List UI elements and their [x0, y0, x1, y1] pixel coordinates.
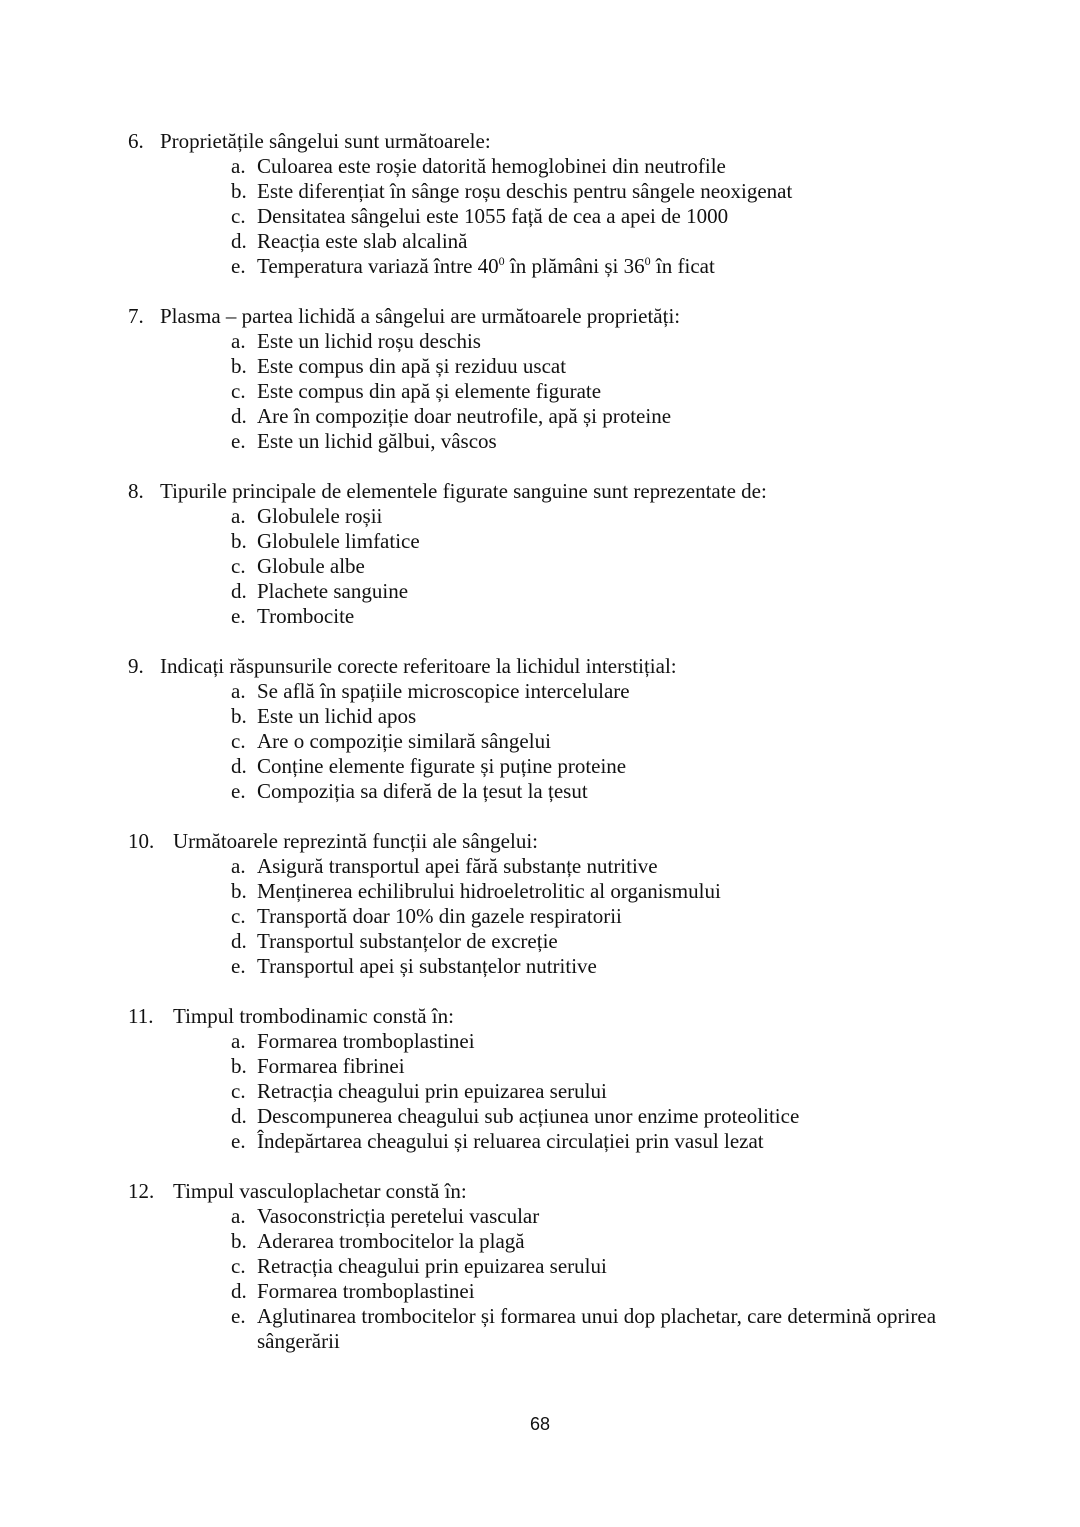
option-text: Aderarea trombocitelor la plagă [257, 1229, 525, 1253]
question-text: Tipurile principale de elementele figurate sanguine sunt reprezentate de: [160, 479, 767, 503]
option-text: Transportă doar 10% din gazele respiratorii [257, 904, 622, 928]
option-text: Culoarea este roșie datorită hemoglobinei din neutrofile [257, 154, 726, 178]
option-text: Este diferențiat în sânge roșu deschis pentru sângele neoxigenat [257, 179, 793, 203]
option-text: Formarea fibrinei [257, 1054, 405, 1078]
option-text: Este un lichid roșu deschis [257, 329, 481, 353]
question-text: Indicați răspunsurile corecte referitoare la lichidul interstițial: [160, 654, 677, 678]
option-letter: d. [231, 929, 247, 953]
option-letter: b. [231, 354, 247, 378]
question-stem [128, 829, 988, 854]
option-a [128, 329, 988, 354]
option-letter: c. [231, 904, 246, 928]
page-number: 68 [529, 1414, 551, 1434]
option-b [128, 879, 988, 904]
option-letter: b. [231, 179, 247, 203]
option-text-part: Temperatura variază între 40 [257, 254, 499, 278]
option-letter: a. [231, 854, 246, 878]
option-text: Se află în spațiile microscopice intercelulare [257, 679, 630, 703]
option-b [128, 1054, 988, 1079]
option-b [128, 1229, 988, 1254]
option-text: Densitatea sângelui este 1055 față de cea a apei de 1000 [257, 204, 729, 228]
superscript: 0 [498, 254, 505, 268]
option-text: Formarea tromboplastinei [257, 1029, 475, 1053]
option-text: Retracția cheagului prin epuizarea serului [257, 1254, 607, 1278]
option-letter: c. [231, 1254, 246, 1278]
option-d [128, 579, 988, 604]
option-text: Vasoconstricția peretelui vascular [257, 1204, 540, 1228]
option-letter: a. [231, 679, 246, 703]
option-list [128, 1204, 988, 1354]
question-8 [128, 479, 988, 629]
option-letter: c. [231, 729, 246, 753]
question-text: Timpul vasculoplachetar constă în: [173, 1179, 467, 1203]
option-c [128, 729, 988, 754]
option-a [128, 504, 988, 529]
option-text: Compoziția sa diferă de la țesut la țesut [257, 779, 588, 803]
option-letter: d. [231, 1279, 247, 1303]
option-c [128, 554, 988, 579]
superscript: 0 [644, 254, 651, 268]
option-a [128, 854, 988, 879]
option-letter: e. [231, 1129, 246, 1153]
question-text: Timpul trombodinamic constă în: [173, 1004, 454, 1028]
option-text: Conține elemente figurate și puține proteine [257, 754, 627, 778]
option-letter: a. [231, 1204, 246, 1228]
option-e [128, 1304, 988, 1354]
option-text: Este compus din apă și elemente figurate [257, 379, 602, 403]
option-text: Este un lichid gălbui, vâscos [257, 429, 497, 453]
option-letter: e. [231, 604, 246, 628]
option-letter: c. [231, 1079, 246, 1103]
option-text: Retracția cheagului prin epuizarea serului [257, 1079, 607, 1103]
option-e [128, 1129, 988, 1154]
option-letter: b. [231, 1054, 247, 1078]
option-letter: d. [231, 1104, 247, 1128]
option-text: Globulele limfatice [257, 529, 420, 553]
option-letter: e. [231, 954, 246, 978]
option-e [128, 254, 988, 279]
option-d [128, 1104, 988, 1129]
option-d [128, 404, 988, 429]
option-b [128, 179, 988, 204]
option-list [128, 679, 988, 804]
option-letter: b. [231, 529, 247, 553]
option-letter: c. [231, 204, 246, 228]
option-c [128, 1079, 988, 1104]
option-e [128, 954, 988, 979]
option-e [128, 779, 988, 804]
option-b [128, 529, 988, 554]
option-text: Asigură transportul apei fără substanțe nutritive [257, 854, 658, 878]
option-b [128, 354, 988, 379]
option-letter: e. [231, 1304, 246, 1328]
option-letter: c. [231, 554, 246, 578]
option-b [128, 704, 988, 729]
question-text: Plasma – partea lichidă a sângelui are următoarele proprietăți: [160, 304, 681, 328]
option-text: Este un lichid apos [257, 704, 417, 728]
question-text: Următoarele reprezintă funcții ale sângelui: [173, 829, 538, 853]
question-stem [128, 304, 988, 329]
question-10 [128, 829, 988, 979]
question-number: 10. [128, 829, 155, 853]
option-c [128, 379, 988, 404]
option-letter: d. [231, 404, 247, 428]
option-a [128, 1204, 988, 1229]
option-c [128, 904, 988, 929]
question-stem [128, 1179, 988, 1204]
option-list [128, 329, 988, 454]
question-number: 6. [128, 129, 144, 153]
option-text-part: în plămâni și 36 [504, 254, 645, 278]
option-text: Transportul substanțelor de excreție [257, 929, 558, 953]
option-text: Are în compoziție doar neutrofile, apă și proteine [257, 404, 672, 428]
option-list [128, 1029, 988, 1154]
question-number: 11. [128, 1004, 154, 1028]
question-6 [128, 129, 988, 279]
option-d [128, 229, 988, 254]
option-d [128, 754, 988, 779]
option-text: Trombocite [257, 604, 355, 628]
question-number: 8. [128, 479, 144, 503]
option-list [128, 854, 988, 979]
option-text [257, 254, 957, 279]
option-letter: c. [231, 379, 246, 403]
option-text: Plachete sanguine [257, 579, 409, 603]
option-text: Globule albe [257, 554, 365, 578]
option-text: Este compus din apă și reziduu uscat [257, 354, 567, 378]
question-7 [128, 304, 988, 454]
option-letter: b. [231, 879, 247, 903]
option-letter: b. [231, 704, 247, 728]
option-text: Globulele roșii [257, 504, 383, 528]
option-a [128, 154, 988, 179]
option-text-part: în ficat [650, 254, 715, 278]
option-letter: d. [231, 229, 247, 253]
option-letter: e. [231, 779, 246, 803]
option-e [128, 429, 988, 454]
option-letter: b. [231, 1229, 247, 1253]
option-text: Menținerea echilibrului hidroeletrolitic al organismului [257, 879, 721, 903]
option-list [128, 504, 988, 629]
question-text: Proprietățile sângelui sunt următoarele: [160, 129, 491, 153]
option-letter: a. [231, 504, 246, 528]
option-letter: a. [231, 1029, 246, 1053]
option-letter: a. [231, 154, 246, 178]
option-text: Descompunerea cheagului sub acțiunea unor enzime proteolitice [257, 1104, 800, 1128]
option-d [128, 929, 988, 954]
option-list [128, 154, 988, 279]
question-9 [128, 654, 988, 804]
question-stem [128, 654, 988, 679]
option-d [128, 1279, 988, 1304]
question-number: 7. [128, 304, 144, 328]
option-text: Îndepărtarea cheagului și reluarea circulației prin vasul lezat [257, 1129, 764, 1153]
option-letter: e. [231, 429, 246, 453]
question-stem [128, 479, 988, 504]
question-number: 12. [128, 1179, 155, 1203]
option-a [128, 1029, 988, 1054]
option-letter: d. [231, 579, 247, 603]
option-e [128, 604, 988, 629]
option-text: Reacția este slab alcalină [257, 229, 468, 253]
option-text: Are o compoziție similară sângelui [257, 729, 551, 753]
option-letter: a. [231, 329, 246, 353]
question-11 [128, 1004, 988, 1154]
option-text: Formarea tromboplastinei [257, 1279, 475, 1303]
question-stem [128, 129, 988, 154]
option-letter: d. [231, 754, 247, 778]
question-number: 9. [128, 654, 144, 678]
option-letter: e. [231, 254, 246, 278]
option-a [128, 679, 988, 704]
option-c [128, 204, 988, 229]
question-stem [128, 1004, 988, 1029]
option-text: Aglutinarea trombocitelor și formarea unui dop plachetar, care determină oprirea sângerării [257, 1304, 937, 1353]
option-text: Transportul apei și substanțelor nutritive [257, 954, 597, 978]
option-c [128, 1254, 988, 1279]
question-12 [128, 1179, 988, 1354]
